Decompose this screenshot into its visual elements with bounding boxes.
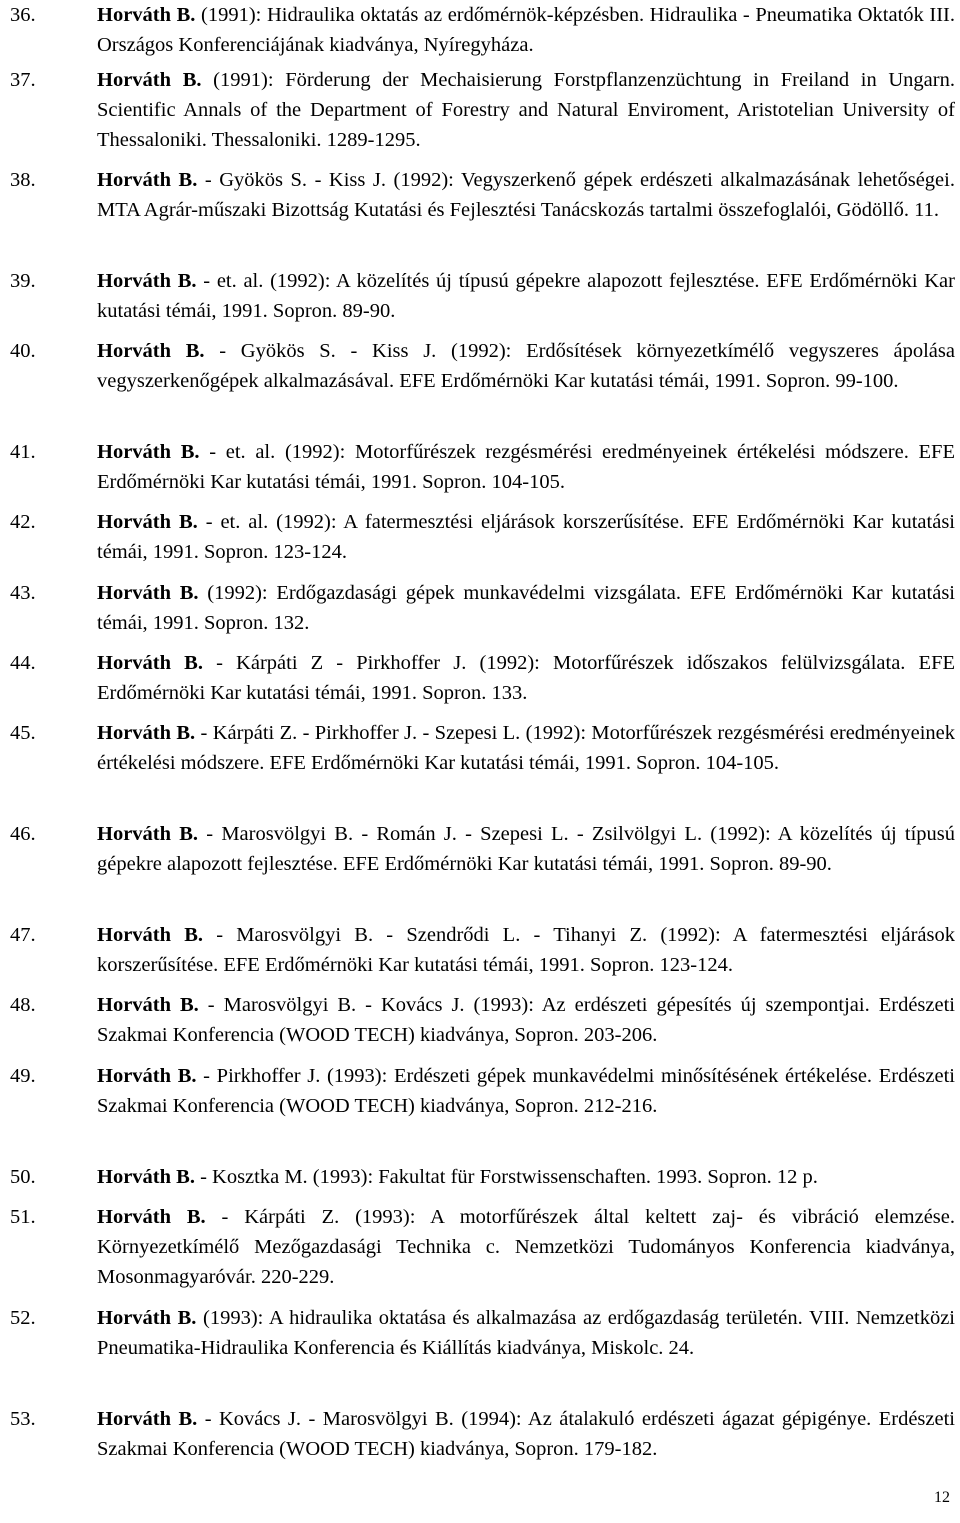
reference-citation: - Kovács J. - Marosvölgyi B. (1994): Az átalakuló erdészeti ágazat gépigénye. Erdészeti Szakmai Konferencia (WOOD TECH) kiadványa, Sopron. 179-182.: [97, 1408, 956, 1460]
reference-author: Horváth B.: [97, 4, 196, 26]
reference-author: Horváth B.: [97, 270, 197, 292]
reference-number: 37.: [10, 69, 36, 91]
reference-text: [97, 336, 955, 396]
reference-citation: - Kárpáti Z. - Pirkhoffer J. - Szepesi L. (1992): Motorfűrészek rezgésmérési eredményeinek értékelési módszere. EFE Erdőmérnöki Kar kutatási témái, 1991. Sopron. 104-105.: [97, 722, 955, 774]
reference-text: [97, 920, 955, 980]
reference-number: 39.: [10, 270, 36, 292]
reference-author: Horváth B.: [97, 441, 200, 463]
reference-citation: - et. al. (1992): Motorfűrészek rezgésmérési eredményeinek értékelési módszere. EFE Erdőmérnöki Kar kutatási témái, 1991. Sopron. 104-105.: [97, 441, 955, 493]
reference-citation: - Gyökös S. - Kiss J. (1992): Vegyszerkenő gépek erdészeti alkalmazásának lehetőségei. MTA Agrár-műszaki Bizottság Kutatási és Fejlesztési Tanácskozás tartalmi összefoglalói, Gödöllő. 11.: [97, 169, 955, 221]
reference-text: [97, 819, 955, 879]
reference-number: 49.: [10, 1065, 36, 1087]
reference-author: Horváth B.: [97, 582, 199, 604]
reference-author: Horváth B.: [97, 994, 199, 1016]
reference-author: Horváth B.: [97, 652, 203, 674]
reference-author: Horváth B.: [97, 722, 196, 744]
reference-citation: (1992): Erdőgazdasági gépek munkavédelmi vizsgálata. EFE Erdőmérnöki Kar kutatási témái, 1991. Sopron. 132.: [97, 582, 955, 634]
reference-number: 47.: [10, 924, 36, 946]
reference-text: [97, 990, 955, 1050]
reference-citation: - Pirkhoffer J. (1993): Erdészeti gépek munkavédelmi minősítésének értékelése. Erdészeti Szakmai Konferencia (WOOD TECH) kiadványa, Sopron. 212-216.: [97, 1065, 955, 1117]
reference-number: 48.: [10, 994, 36, 1016]
reference-text: [97, 65, 955, 155]
reference-text: [97, 165, 955, 225]
reference-number: 50.: [10, 1166, 36, 1188]
reference-author: Horváth B.: [97, 823, 199, 845]
reference-number: 42.: [10, 511, 36, 533]
reference-number: 43.: [10, 582, 36, 604]
reference-text: [97, 718, 955, 778]
reference-author: Horváth B.: [97, 169, 198, 191]
reference-author: Horváth B.: [97, 1166, 195, 1188]
reference-citation: (1991): Förderung der Mechaisierung Forstpflanzenzüchtung in Freiland in Ungarn. Scientific Annals of the Department of Forestry and Natural Enviroment, Aristotelian University of Thessaloniki. Thessaloniki. 1289-1295.: [97, 69, 955, 151]
reference-citation: (1991): Hidraulika oktatás az erdőmérnök-képzésben. Hidraulika - Pneumatika Oktatók III. Országos Konferenciájának kiadványa, Nyíregyháza.: [97, 4, 955, 56]
reference-citation: - Kárpáti Z - Pirkhoffer J. (1992): Motorfűrészek időszakos felülvizsgálata. EFE Erdőmérnöki Kar kutatási témái, 1991. Sopron. 133.: [97, 652, 955, 704]
reference-number: 41.: [10, 441, 36, 463]
reference-text: [97, 437, 955, 497]
reference-number: 51.: [10, 1206, 36, 1228]
reference-author: Horváth B.: [97, 924, 204, 946]
reference-author: Horváth B.: [97, 1206, 206, 1228]
reference-author: Horváth B.: [97, 1065, 197, 1087]
reference-number: 45.: [10, 722, 36, 744]
reference-citation: - Marosvölgyi B. - Szendrődi L. - Tihanyi Z. (1992): A fatermesztési eljárások korszerűsítése. EFE Erdőmérnöki Kar kutatási témái, 1991. Sopron. 123-124.: [97, 924, 956, 976]
reference-text: [97, 1162, 955, 1192]
reference-text: [97, 1404, 955, 1464]
reference-number: 44.: [10, 652, 36, 674]
reference-text: [97, 266, 955, 326]
reference-number: 40.: [10, 340, 36, 362]
reference-number: 36.: [10, 4, 36, 26]
page-number: 12: [934, 1489, 950, 1506]
reference-author: Horváth B.: [97, 1408, 198, 1430]
reference-text: [97, 1061, 955, 1121]
reference-text: [97, 0, 955, 60]
reference-citation: - Marosvölgyi B. - Román J. - Szepesi L. - Zsilvölgyi L. (1992): A közelítés új típusú gépekre alapozott fejlesztése. EFE Erdőmérnöki Kar kutatási témái, 1991. Sopron. 89-90.: [97, 823, 955, 875]
reference-citation: - Gyökös S. - Kiss J. (1992): Erdősítések környezetkímélő vegyszeres ápolása vegyszerkenőgépek alkalmazásával. EFE Erdőmérnöki Kar kutatási témái, 1991. Sopron. 99-100.: [97, 340, 955, 392]
reference-citation: - Marosvölgyi B. - Kovács J. (1993): Az erdészeti gépesítés új szempontjai. Erdészeti Szakmai Konferencia (WOOD TECH) kiadványa, Sopron. 203-206.: [97, 994, 955, 1046]
reference-text: [97, 1202, 955, 1292]
reference-author: Horváth B.: [97, 69, 202, 91]
reference-number: 46.: [10, 823, 36, 845]
reference-text: [97, 1303, 955, 1363]
reference-citation: - et. al. (1992): A fatermesztési eljárások korszerűsítése. EFE Erdőmérnöki Kar kutatási témái, 1991. Sopron. 123-124.: [97, 511, 955, 563]
reference-citation: - Kosztka M. (1993): Fakultat für Forstwissenschaften. 1993. Sopron. 12 p.: [194, 1166, 818, 1188]
reference-number: 38.: [10, 169, 36, 191]
reference-text: [97, 507, 955, 567]
reference-text: [97, 578, 955, 638]
reference-citation: (1993): A hidraulika oktatása és alkalmazása az erdőgazdaság területén. VIII. Nemzetközi Pneumatika-Hidraulika Konferencia és Kiállítás kiadványa, Miskolc. 24.: [97, 1307, 955, 1359]
reference-author: Horváth B.: [97, 511, 198, 533]
reference-citation: - Kárpáti Z. (1993): A motorfűrészek által keltett zaj- és vibráció elemzése. Környezetkímélő Mezőgazdasági Technika c. Nemzetközi Tudományos Konferencia kiadványa, Mosonmagyaróvár. 220-229.: [97, 1206, 955, 1288]
reference-text: [97, 648, 955, 708]
reference-citation: - et. al. (1992): A közelítés új típusú gépekre alapozott fejlesztése. EFE Erdőmérnöki Kar kutatási témái, 1991. Sopron. 89-90.: [97, 270, 955, 322]
reference-author: Horváth B.: [97, 340, 205, 362]
reference-author: Horváth B.: [97, 1307, 197, 1329]
reference-number: 53.: [10, 1408, 36, 1430]
reference-number: 52.: [10, 1307, 36, 1329]
